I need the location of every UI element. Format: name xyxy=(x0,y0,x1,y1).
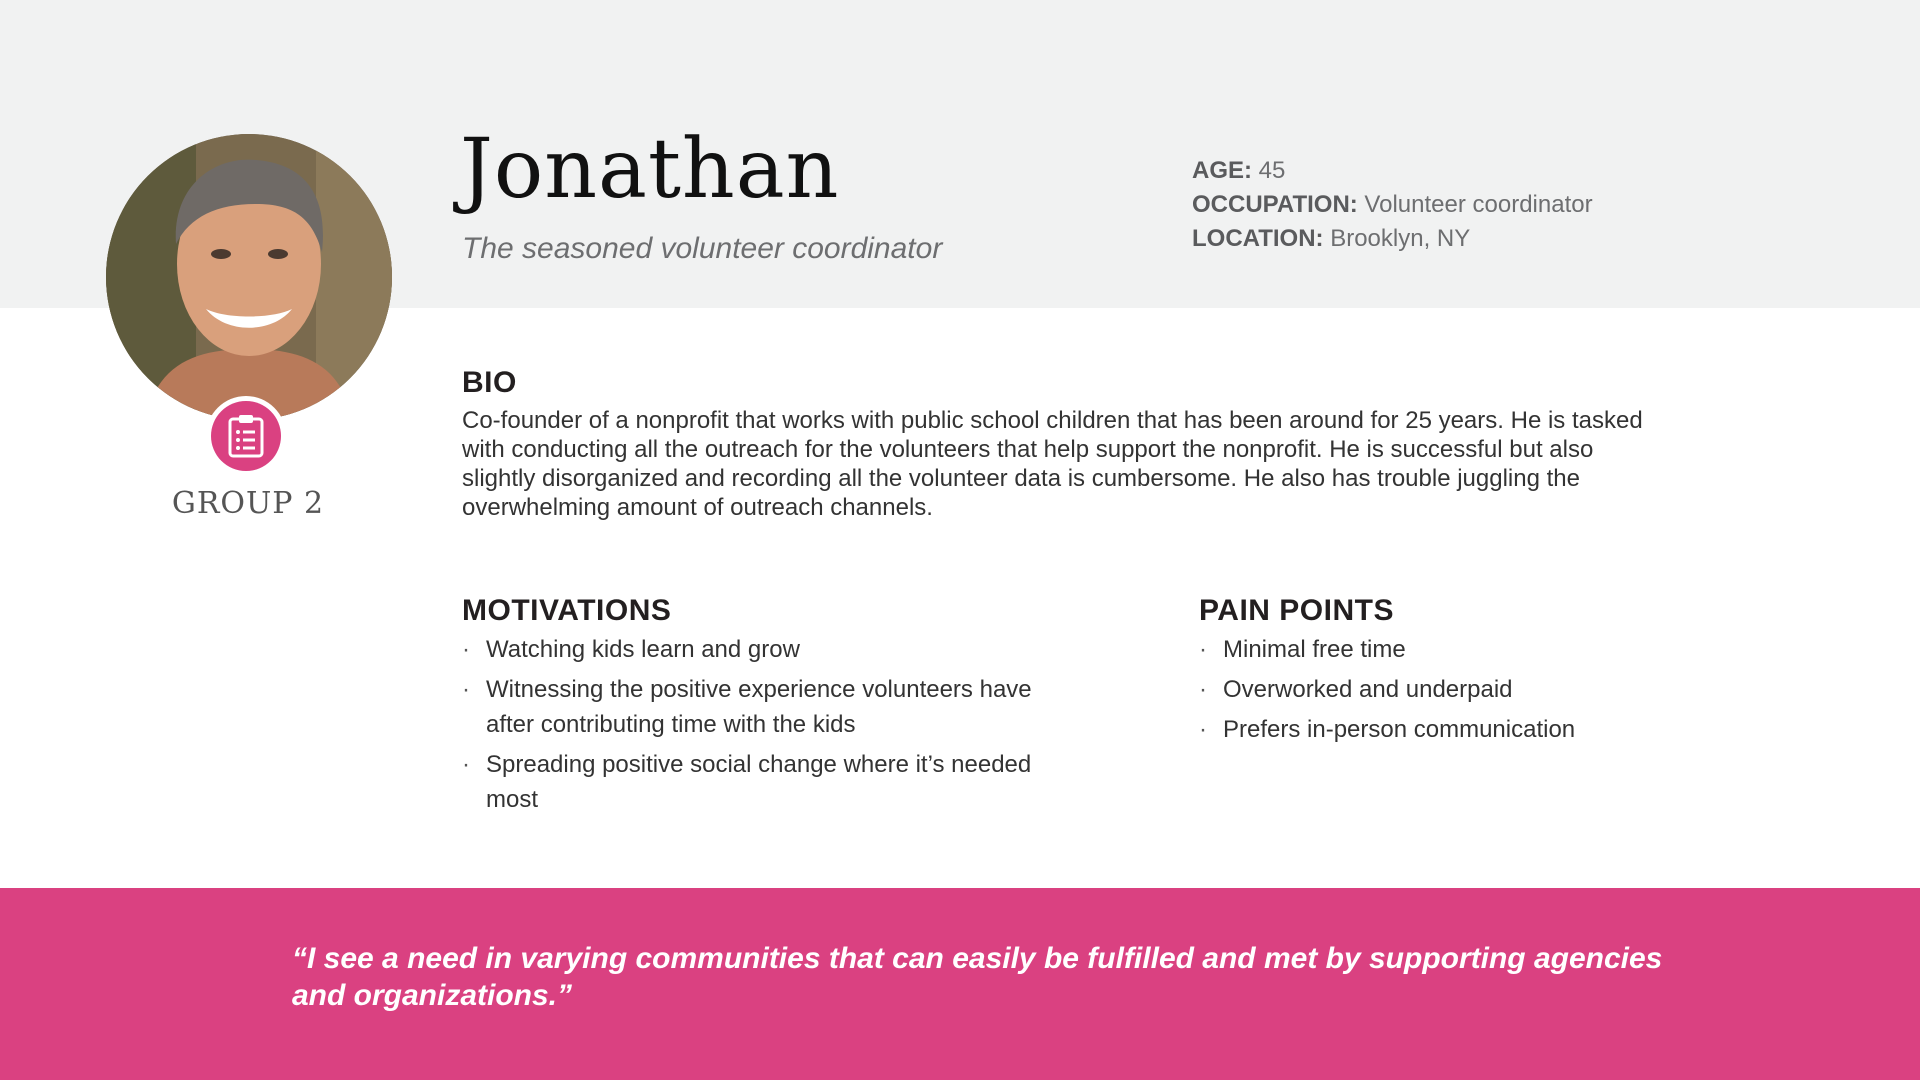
pain-points-list xyxy=(1199,632,1799,752)
persona-tagline: The seasoned volunteer coordinator xyxy=(462,232,943,265)
pain-points-heading: PAIN POINTS xyxy=(1199,594,1394,627)
persona-name: Jonathan xyxy=(460,122,840,217)
group-badge xyxy=(206,396,286,476)
fact-label: AGE: xyxy=(1192,157,1252,184)
group-badge-circle xyxy=(211,401,281,471)
fact-value: Brooklyn, NY xyxy=(1323,225,1471,252)
group-label: GROUP 2 xyxy=(171,486,325,521)
fact-occupation xyxy=(1192,188,1593,222)
fact-label: LOCATION: xyxy=(1192,225,1324,252)
fact-age xyxy=(1192,154,1593,188)
motivations-list xyxy=(462,632,1042,822)
portrait-image xyxy=(106,134,392,420)
avatar xyxy=(106,134,392,420)
motivations-heading: MOTIVATIONS xyxy=(462,594,672,627)
bio-heading: BIO xyxy=(462,366,517,399)
list-item: · Spreading positive social change where it’s needed most xyxy=(462,747,1042,817)
list-item: · Prefers in-person communication xyxy=(1199,712,1799,747)
fact-value: 45 xyxy=(1252,157,1286,184)
bio-text: Co-founder of a nonprofit that works with public school children that has been around for 25 years. He is tasked with conducting all the outreach for the volunteers that help support the nonprofit. He is successful but also slightly disorganized and recording all the volunteer data is cumbersome. He also has trouble juggling the overwhelming amount of outreach channels. xyxy=(462,407,1643,521)
fact-location xyxy=(1192,222,1593,256)
list-item: · Witnessing the positive experience volunteers have after contributing time with the kids xyxy=(462,672,1042,742)
clipboard-icon xyxy=(228,414,264,458)
persona-quote: “I see a need in varying communities that can easily be fulfilled and met by supporting agencies and organizations.” xyxy=(292,942,1663,1012)
list-item: · Minimal free time xyxy=(1199,632,1799,667)
persona-facts xyxy=(1192,154,1593,256)
list-item: · Overworked and underpaid xyxy=(1199,672,1799,707)
fact-label: OCCUPATION: xyxy=(1192,191,1358,218)
fact-value: Volunteer coordinator xyxy=(1357,191,1593,218)
list-item: · Watching kids learn and grow xyxy=(462,632,1042,667)
